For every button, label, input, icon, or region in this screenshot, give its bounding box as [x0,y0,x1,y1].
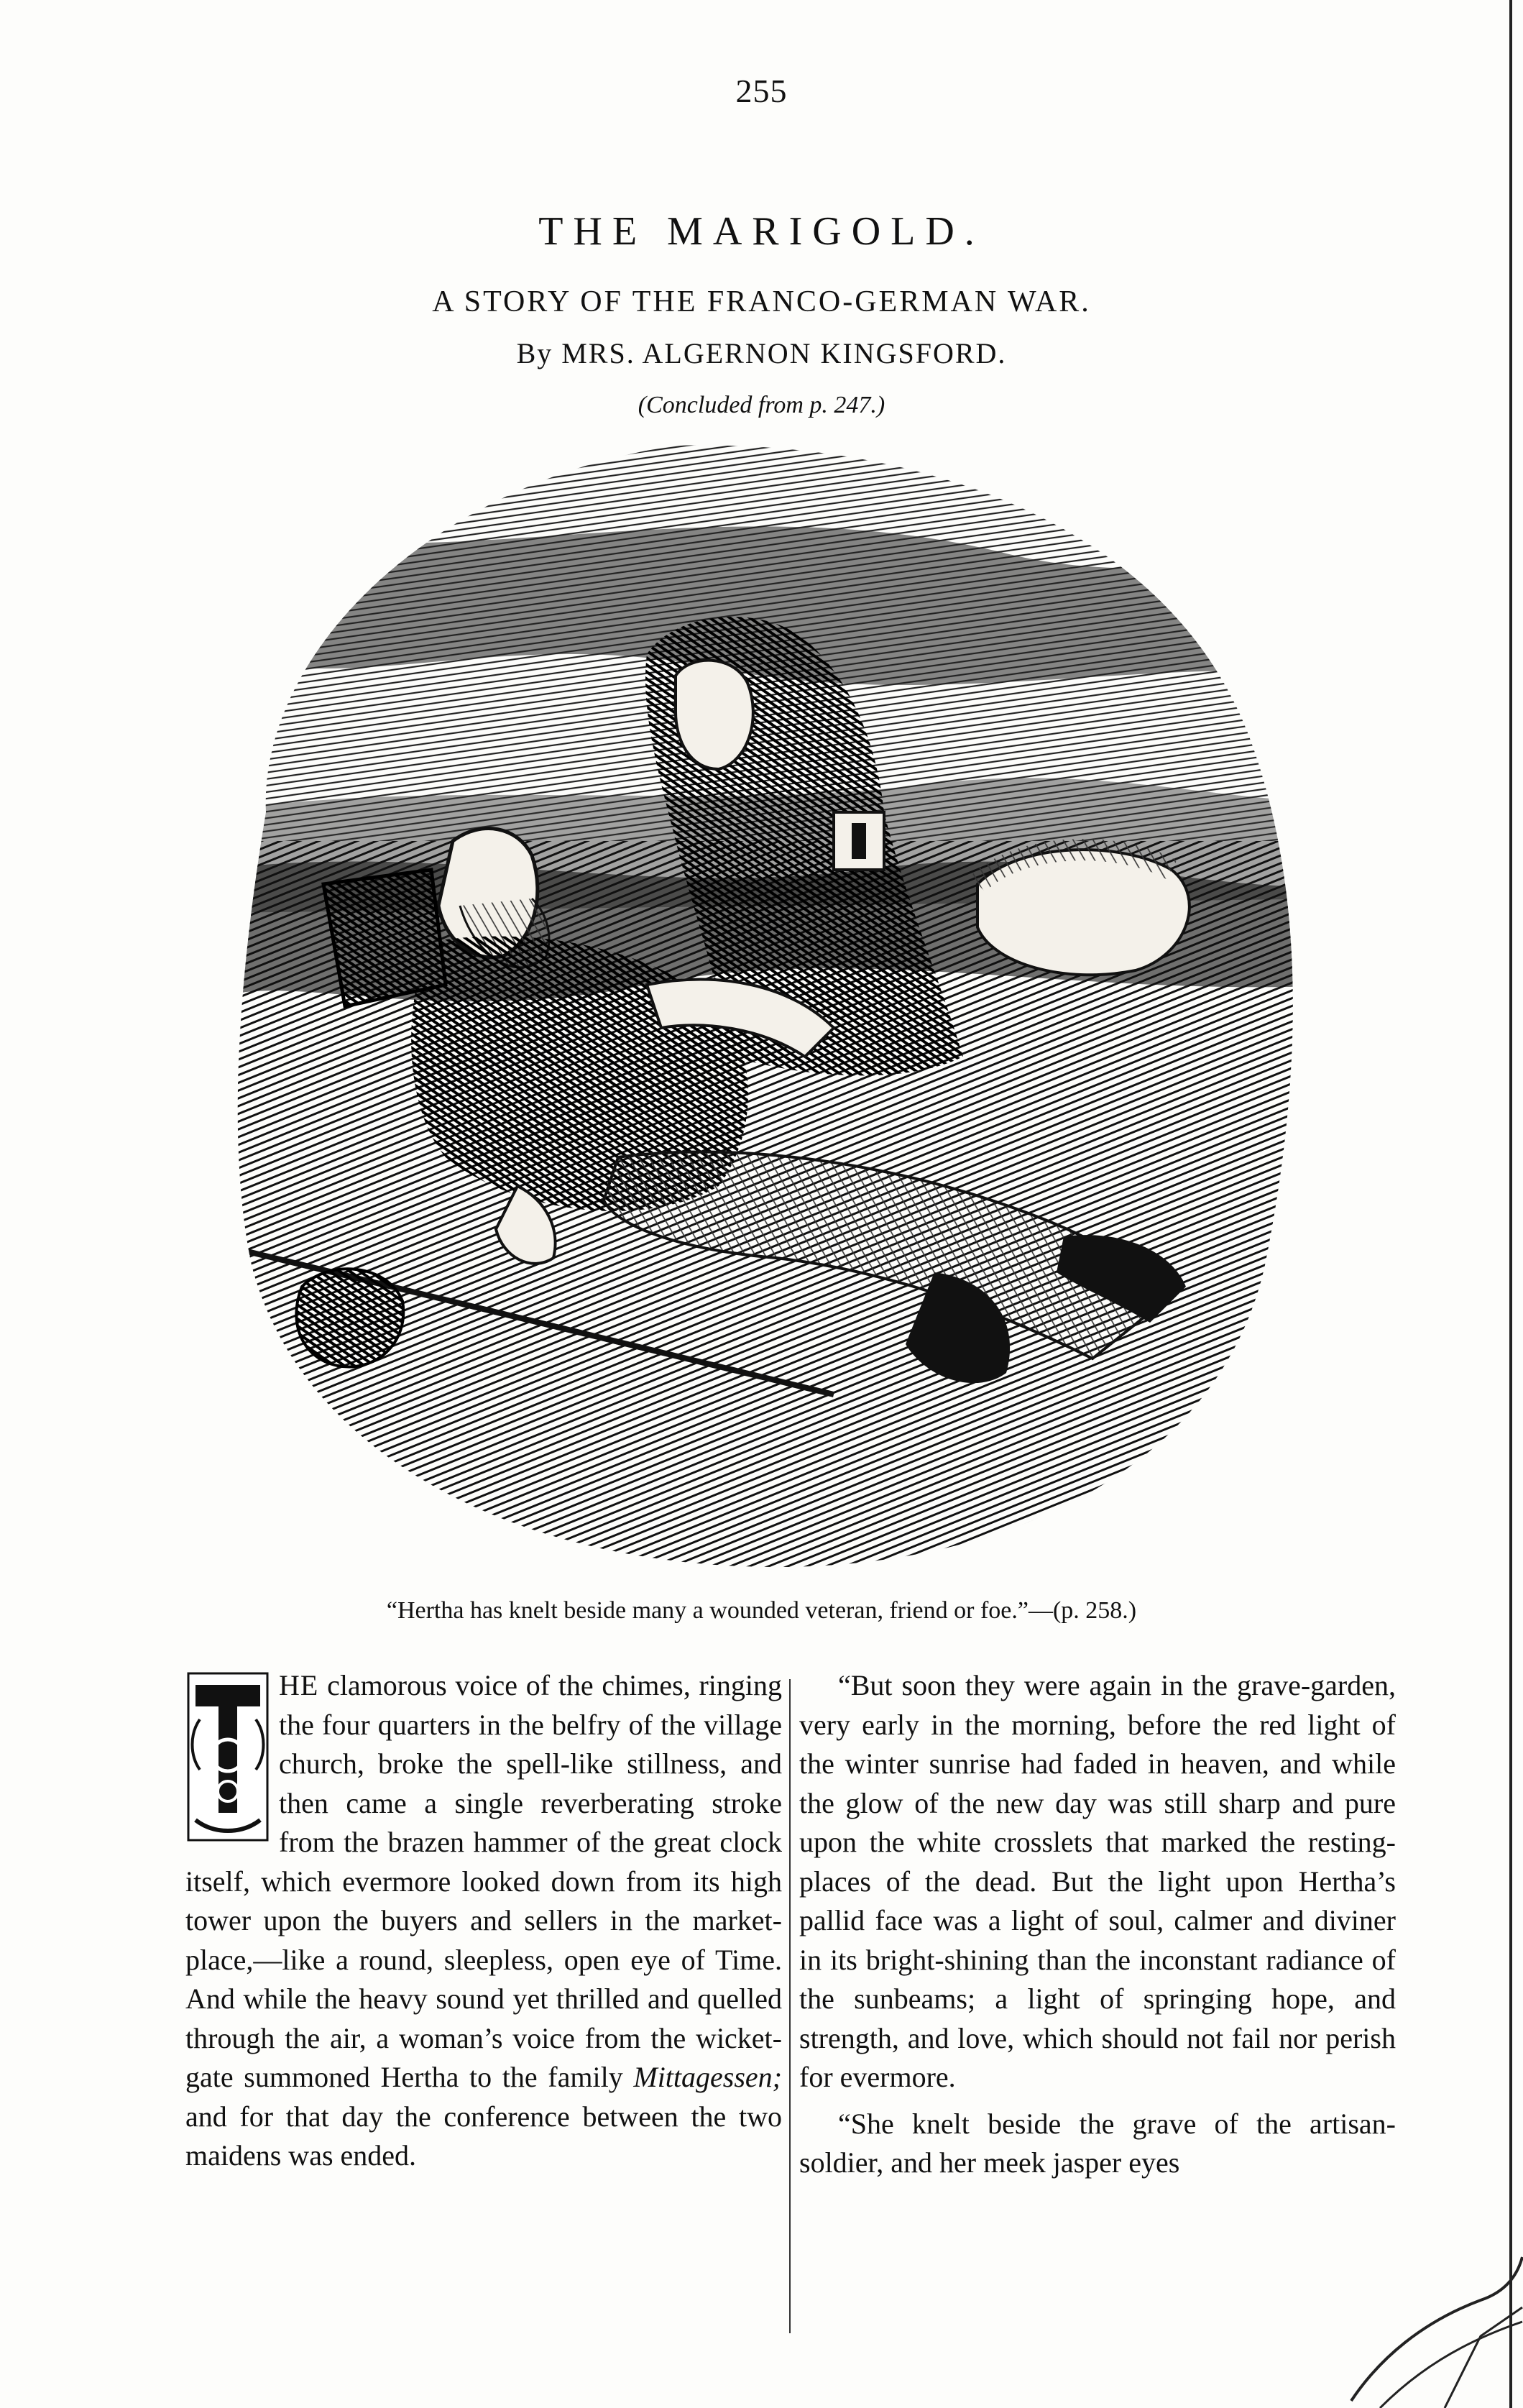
article-title: THE MARIGOLD. [538,209,985,254]
page-number: 255 [735,73,788,109]
corner-scribble-mark [1337,2214,1523,2408]
right-paragraph-1: “But soon they were again in the grave-garden, very early in the morning, before the red light of the winter sunrise had faded in heaven, and while the glow of the new day was still sharp and pure upon the white crosslets that marked the resting-places of the dead. But the light upon Hertha’s pallid face was a light of soul, calmer and diviner in its bright-shining than the inconstant radiance of the sunbeams; a light of springing hope, and strength, and love, which should not fail nor perish for evermore. [799,1669,1396,2093]
left-italic-word: Mittagessen; [633,2061,782,2093]
right-column [799,1666,1396,2335]
engraving-illustration [216,438,1351,1574]
right-paragraph-2: “She knelt beside the grave of the artisan-soldier, and her meek jasper eyes [799,2107,1396,2179]
article-subtitle: A STORY OF THE FRANCO-GERMAN WAR. [432,285,1091,318]
left-column [185,1666,782,2335]
continuation-note: (Concluded from p. 247.) [638,392,885,418]
article-author: By MRS. ALGERNON KINGSFORD. [516,337,1007,369]
lead-word: HE [279,1669,319,1701]
decorative-initial-t [185,1669,270,1846]
left-paragraph [185,1666,782,2176]
left-text-tail: and for that day the conference between the two maidens was ended. [185,2100,782,2172]
column-divider [789,1679,791,2333]
left-text: clamorous voice of the chimes, ringing the four quarters in the belfry of the village church, broke the spell-like stillness, and then came a single reverberating stroke from the brazen hammer of the great clock itself, which evermore looked down from its high tower upon the buyers and sellers in the market-place,—like a round, sleepless, open eye of Time. And while the heavy sound yet thrilled and quelled through the air, a woman’s voice from the wicket-gate summoned Hertha to the family [185,1669,782,2093]
illustration-caption: “Hertha has knelt beside many a wounded veteran, friend or foe.”—(p. 258.) [386,1597,1137,1624]
